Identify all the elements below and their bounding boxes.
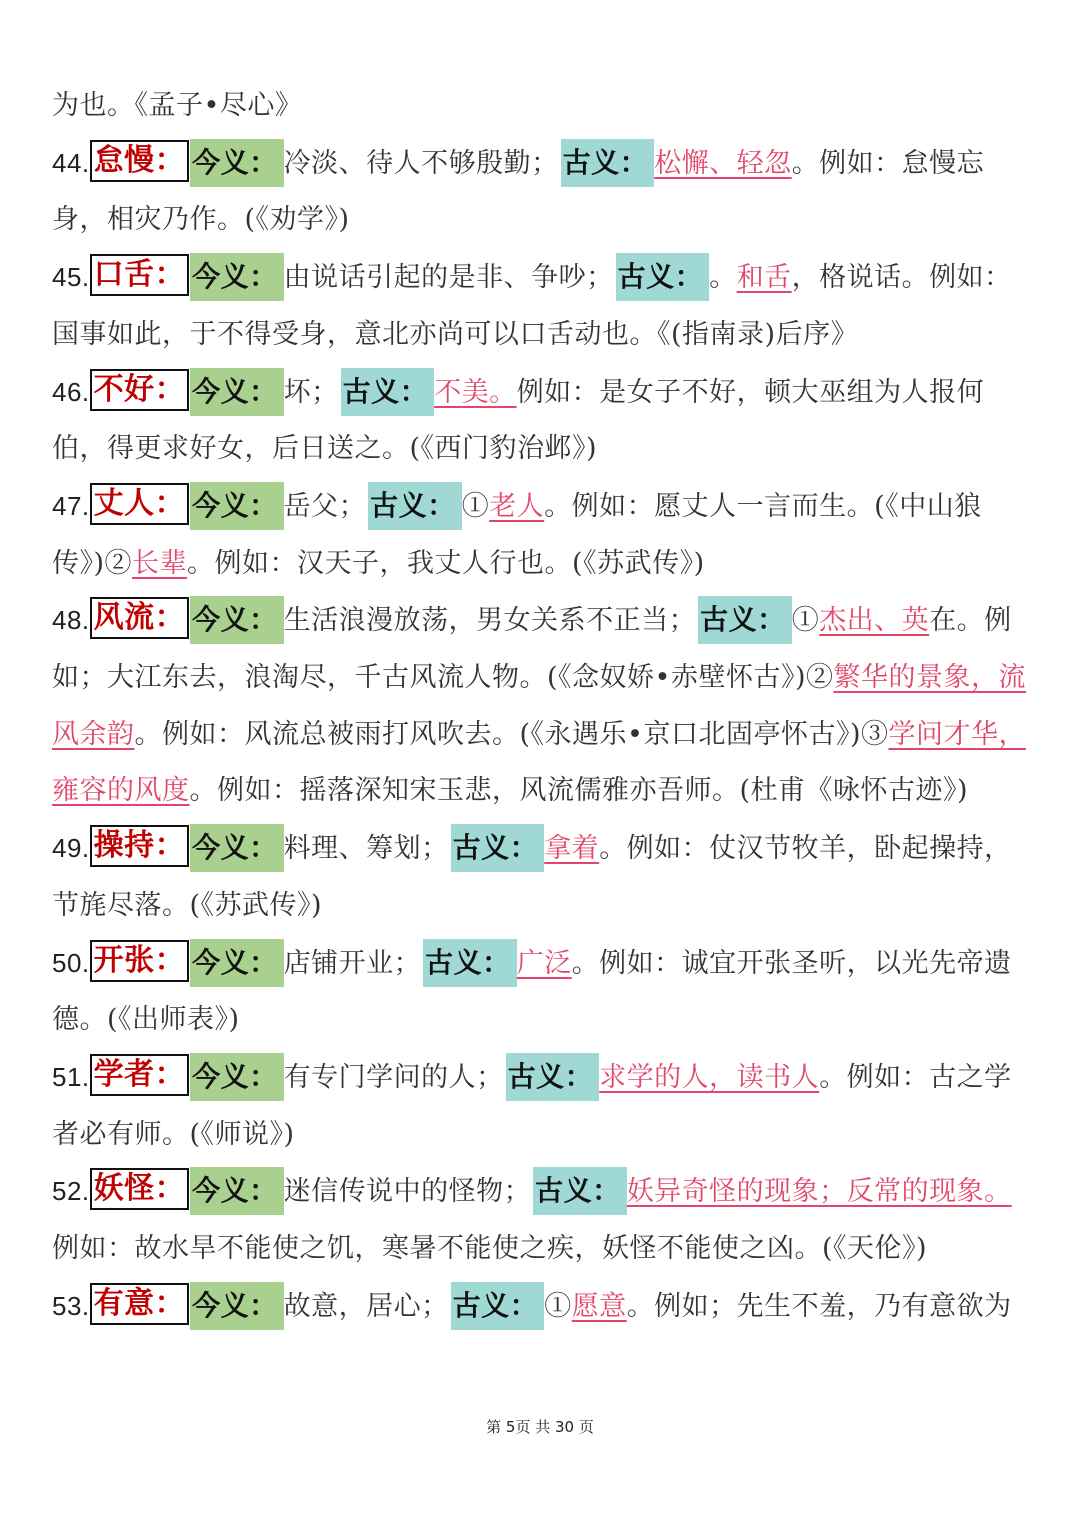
- ancient-meaning-text-3: 学问才华，雍容的风度: [52, 718, 1026, 807]
- ancient-meaning-label: 古义：: [561, 139, 655, 187]
- ancient-meaning-text: 松懈、轻忽: [654, 147, 792, 179]
- modern-meaning-label: 今义：: [190, 1282, 284, 1330]
- entry-term: 怠慢：: [90, 140, 190, 182]
- ancient-meaning-label: 古义：: [341, 368, 435, 416]
- modern-meaning-text: 坏；: [283, 376, 339, 408]
- entry: [52, 1049, 1032, 1163]
- modern-meaning-text: 店铺开业；: [283, 947, 422, 979]
- ancient-meaning-text: 愿意: [571, 1290, 627, 1322]
- entry-term: 妖怪：: [90, 1168, 190, 1210]
- entry-term: 开张：: [90, 940, 190, 982]
- entry-term: 风流：: [90, 597, 190, 639]
- entry: [52, 478, 1032, 592]
- modern-meaning-label: 今义：: [190, 824, 284, 872]
- example-text: 例如：是女子不好，顿大巫组为人报何伯，得更求好女，后日送之。(《西门豹治邺》): [52, 376, 985, 465]
- entry-number: 46.: [52, 376, 90, 407]
- ancient-meaning-label: 古义：: [698, 596, 792, 644]
- lead-line: 为也。《孟子•尽心》: [52, 90, 303, 121]
- ancient-meaning-text: 广泛: [516, 947, 572, 979]
- entry: [52, 935, 1032, 1049]
- modern-meaning-label: 今义：: [190, 482, 284, 530]
- example-text: 。例如：诚宜开张圣听，以光先帝遗德。(《出师表》): [52, 947, 1012, 1036]
- ancient-meaning-label: 古义：: [506, 1053, 600, 1101]
- ancient-meaning-label: 古义：: [616, 253, 710, 301]
- ancient-meaning-text-2: 长辈: [132, 547, 188, 579]
- entry-term: 不好：: [90, 369, 190, 411]
- entry: [52, 249, 1032, 363]
- example-text: 例如：故水旱不能使之饥，寒暑不能使之疾，妖怪不能使之凶。(《天伦》): [52, 1233, 928, 1265]
- ancient-meaning-label: 古义：: [451, 824, 545, 872]
- entry-number: 45.: [52, 262, 90, 293]
- ancient-meaning-text: 杰出、英: [819, 605, 930, 637]
- entry: [52, 135, 1032, 249]
- entry-term: 丈人：: [90, 483, 190, 525]
- ancient-meaning-text: 老人: [489, 490, 545, 522]
- ancient-meaning-text: 求学的人，读书人: [599, 1061, 820, 1093]
- entries-container: [52, 135, 1032, 1336]
- entry-term: 学者：: [90, 1054, 190, 1096]
- modern-meaning-label: 今义：: [190, 1167, 284, 1215]
- ancient-meaning-label: 古义：: [533, 1167, 627, 1215]
- entry-number: 52.: [52, 1176, 90, 1207]
- entry: [52, 364, 1032, 478]
- modern-meaning-text: 料理、筹划；: [283, 833, 449, 865]
- ancient-meaning-prefix: ①: [461, 490, 490, 522]
- entry-term: 操持：: [90, 825, 190, 867]
- entry-term: 口舌：: [90, 254, 190, 296]
- example-text-2: 。例如：风流总被雨打风吹去。(《永遇乐•京口北固亭怀古》)③: [134, 718, 889, 750]
- modern-meaning-label: 今义：: [190, 253, 284, 301]
- modern-meaning-text: 岳父；: [283, 490, 367, 522]
- modern-meaning-text: 有专门学问的人；: [283, 1061, 504, 1093]
- modern-meaning-text: 生活浪漫放荡，男女关系不正当；: [283, 605, 697, 637]
- example-text: 。例如：古之学者必有师。(《师说》): [52, 1061, 1012, 1150]
- entry-number: 49.: [52, 833, 90, 864]
- entry-number: 44.: [52, 147, 90, 178]
- ancient-meaning-text: 不美。: [434, 376, 517, 408]
- ancient-meaning-text: 妖异奇怪的现象；反常的现象。: [626, 1176, 1012, 1208]
- example-text-2: 。例如：汉天子，我丈人行也。(《苏武传》): [187, 547, 705, 579]
- ancient-meaning-prefix: ①: [544, 1290, 572, 1322]
- example-text: 。例如：仗汉节牧羊，卧起操持，节旄尽落。(《苏武传》): [52, 833, 1012, 921]
- example-text: ，格说话。例如：国事如此，于不得受身，意北亦尚可以口舌动也。《(指南录)后序》: [52, 262, 1012, 350]
- modern-meaning-label: 今义：: [190, 1053, 284, 1101]
- entry: [52, 1163, 1032, 1277]
- ancient-meaning-label: 古义：: [423, 939, 517, 987]
- entry-number: 51.: [52, 1061, 90, 1092]
- example-text: 在。例如；大江东去，浪淘尽，千古风流人物。(《念奴娇•赤壁怀古》)②: [52, 605, 1012, 694]
- modern-meaning-label: 今义：: [190, 368, 284, 416]
- entry-term: 有意：: [90, 1283, 190, 1325]
- modern-meaning-text: 冷淡、待人不够殷勤；: [283, 147, 559, 179]
- ancient-meaning-prefix: 。: [709, 262, 737, 294]
- entry-number: 50.: [52, 947, 90, 978]
- entry-list: [52, 78, 1032, 1335]
- entry: [52, 592, 1032, 820]
- ancient-meaning-prefix: ①: [791, 605, 820, 637]
- entry-number: 48.: [52, 605, 90, 636]
- example-text: 。例如：愿丈人一言而生。(《中山狼传》)②: [52, 490, 982, 579]
- example-text-3: 。例如：摇落深知宋玉悲，风流儒雅亦吾师。(杜甫《咏怀古迹》): [189, 775, 969, 807]
- ancient-meaning-label: 古义：: [368, 482, 462, 530]
- ancient-meaning-text-2: 繁华的景象，流风余韵: [52, 662, 1026, 750]
- modern-meaning-text: 由说话引起的是非、争吵；: [283, 262, 614, 294]
- example-text: 。例如；先生不羞，乃有意欲为: [626, 1290, 1012, 1322]
- modern-meaning-label: 今义：: [190, 139, 284, 187]
- entry: [52, 820, 1032, 934]
- modern-meaning-label: 今义：: [190, 596, 284, 644]
- page-footer: 第 5页 共 30 页: [486, 1418, 594, 1436]
- entry-number: 47.: [52, 490, 90, 521]
- example-text: 。例如：怠慢忘身，相灾乃作。(《劝学》): [52, 147, 985, 236]
- modern-meaning-text: 迷信传说中的怪物；: [283, 1176, 532, 1208]
- ancient-meaning-label: 古义：: [451, 1282, 545, 1330]
- modern-meaning-label: 今义：: [190, 939, 284, 987]
- ancient-meaning-text: 和舌: [736, 262, 792, 294]
- entry-number: 53.: [52, 1290, 90, 1321]
- ancient-meaning-text: 拿着: [544, 833, 600, 865]
- entry: [52, 1278, 1032, 1336]
- modern-meaning-text: 故意，居心；: [283, 1290, 449, 1322]
